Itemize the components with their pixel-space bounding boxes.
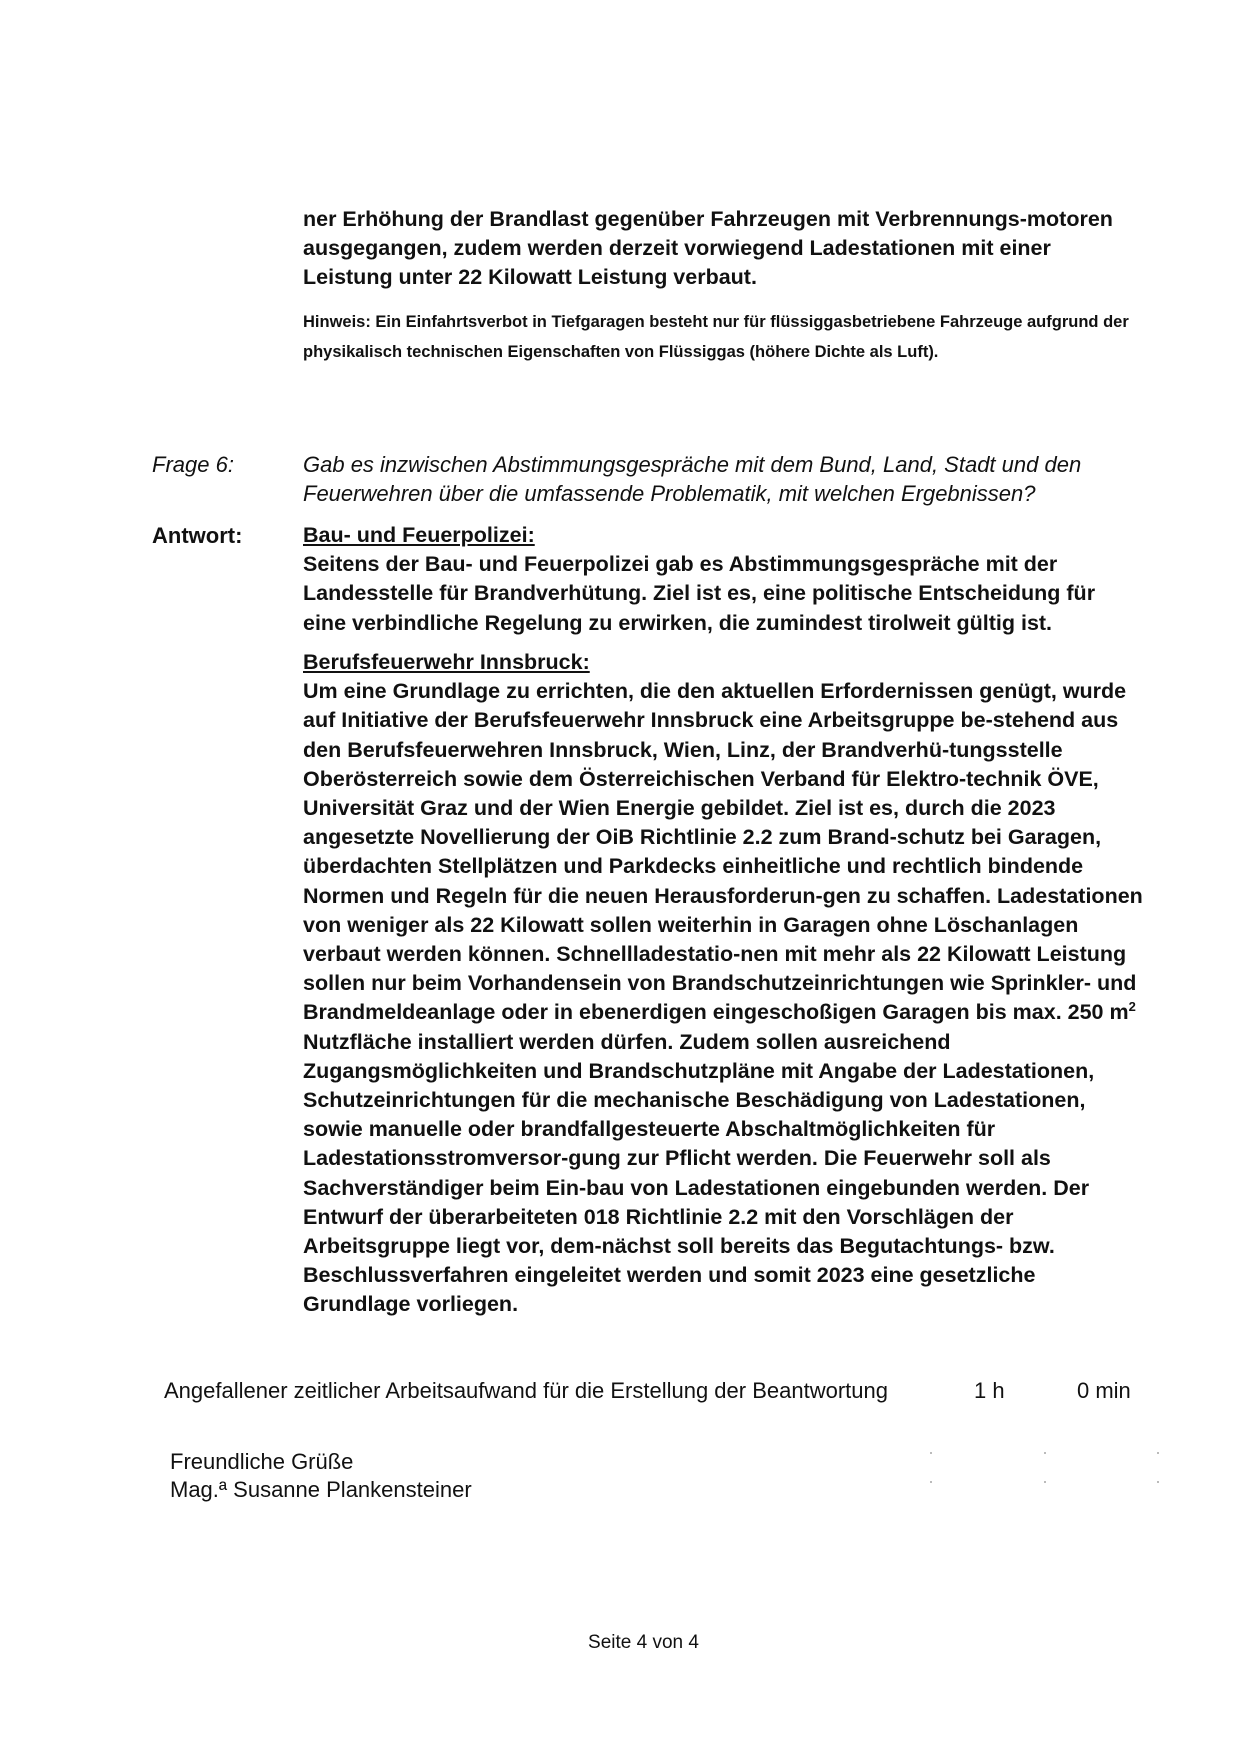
section-text-berufsfeuerwehr-part2: Nutzfläche installiert werden dürfen. Zudem sollen ausreichend Zugangsmöglichkeiten und Brandschutzpläne mit Angabe der Ladestationen, Schutzeinrichtungen für die mechanische Beschädigung von Ladestationen, sowie manuelle oder brandfallgesteuerte Abschaltmöglichkeiten für Ladestationsstromversor-gung zur Pflicht werden. Die Feuerwehr soll als Sachverständiger beim Ein-bau von Ladestationen eingebunden werden. Der Entwurf der überarbeiteten 018 Richtlinie 2.2 mit den Vorschlägen der Arbeitsgruppe liegt vor, dem-nächst soll bereits das Begutachtungs- bzw. Beschlussverfahren eingeleitet werden und somit 2023 eine gesetzliche Grundlage vorliegen. bbox=[303, 1029, 1095, 1317]
scan-mark bbox=[1157, 1481, 1159, 1483]
answer-section-body bbox=[303, 648, 1143, 1320]
scan-mark bbox=[1157, 1452, 1159, 1454]
section-text-berufsfeuerwehr-part1: Um eine Grundlage zu errichten, die den aktuellen Erfordernissen genügt, wurde auf Initiative der Berufsfeuerwehr Innsbruck eine Arbeitsgruppe be-stehend aus den Berufsfeuerwehren Innsbruck, Wien, Linz, der Brandverhü-tungsstelle Oberösterreich sowie dem Österreichischen Verband für Elektro-technik ÖVE, Universität Graz und der Wien Energie gebildet. Ziel ist es, durch die 2023 angesetzte Novellierung der OiB Richtlinie 2.2 zum Brand-schutz bei Garagen, überdachten Stellplätzen und Parkdecks einheitliche und rechtlich bindende Normen und Regeln für die neuen Herausforderun-gen zu schaffen. Ladestationen von weniger als 22 Kilowatt sollen weiterhin in Garagen ohne Löschanlagen verbaut werden können. Schnellladestatio-nen mit mehr als 22 Kilowatt Leistung sollen nur beim Vorhandensein von Brandschutzeinrichtungen wie Sprinkler- und Brandmeldeanlage oder in ebenerdigen eingeschoßigen Garagen bis max. 250 m bbox=[303, 679, 1143, 1025]
section-title-berufsfeuerwehr: Berufsfeuerwehr Innsbruck: bbox=[303, 650, 590, 674]
closing-greeting: Freundliche Grüße bbox=[170, 1449, 354, 1474]
intro-paragraph: ner Erhöhung der Brandlast gegenüber Fahrzeugen mit Verbrennungs-motoren ausgegangen, zudem werden derzeit vorwiegend Ladestationen mit einer Leistung unter 22 Kilowatt Leistung verbaut. bbox=[303, 207, 1113, 290]
effort-minutes: 0 min bbox=[1077, 1378, 1131, 1403]
closing-name: Mag.ª Susanne Plankensteiner bbox=[170, 1477, 472, 1502]
effort-hours: 1 h bbox=[974, 1378, 1005, 1403]
intro-note: Hinweis: Ein Einfahrtsverbot in Tiefgaragen besteht nur für flüssiggasbetriebene Fahrzeuge aufgrund der physikalisch technischen Eigenschaften von Flüssiggas (höhere Dichte als Luft). bbox=[303, 313, 1129, 361]
page-footer: Seite 4 von 4 bbox=[588, 1632, 699, 1653]
section-title-bau-feuerpolizei: Bau- und Feuerpolizei: bbox=[303, 523, 535, 547]
scan-mark bbox=[930, 1481, 932, 1483]
section-text-bau-feuerpolizei: Seitens der Bau- und Feuerpolizei gab es Abstimmungsgespräche mit der Landesstelle für Brandverhütung. Ziel ist es, eine politische Entscheidung für eine verbindliche Regelung zu erwirken, die zumindest tirolweit gültig ist. bbox=[303, 552, 1096, 635]
answer-section-bau-feuerpolizei bbox=[303, 521, 1143, 638]
superscript-two: 2 bbox=[1128, 999, 1136, 1015]
scan-mark bbox=[1044, 1481, 1046, 1483]
answer-section-body bbox=[303, 521, 1143, 638]
question-text: Gab es inzwischen Abstimmungsgespräche mit dem Bund, Land, Stadt und den Feuerwehren über die umfassende Problematik, mit welchen Ergebnissen? bbox=[303, 452, 1082, 506]
effort-label: Angefallener zeitlicher Arbeitsaufwand für die Erstellung der Beantwortung bbox=[164, 1378, 888, 1403]
question-label: Frage 6: bbox=[152, 452, 234, 477]
scan-mark bbox=[930, 1452, 932, 1454]
answer-section-berufsfeuerwehr bbox=[303, 648, 1143, 1320]
scan-mark bbox=[1044, 1452, 1046, 1454]
answer-label: Antwort: bbox=[152, 523, 243, 548]
